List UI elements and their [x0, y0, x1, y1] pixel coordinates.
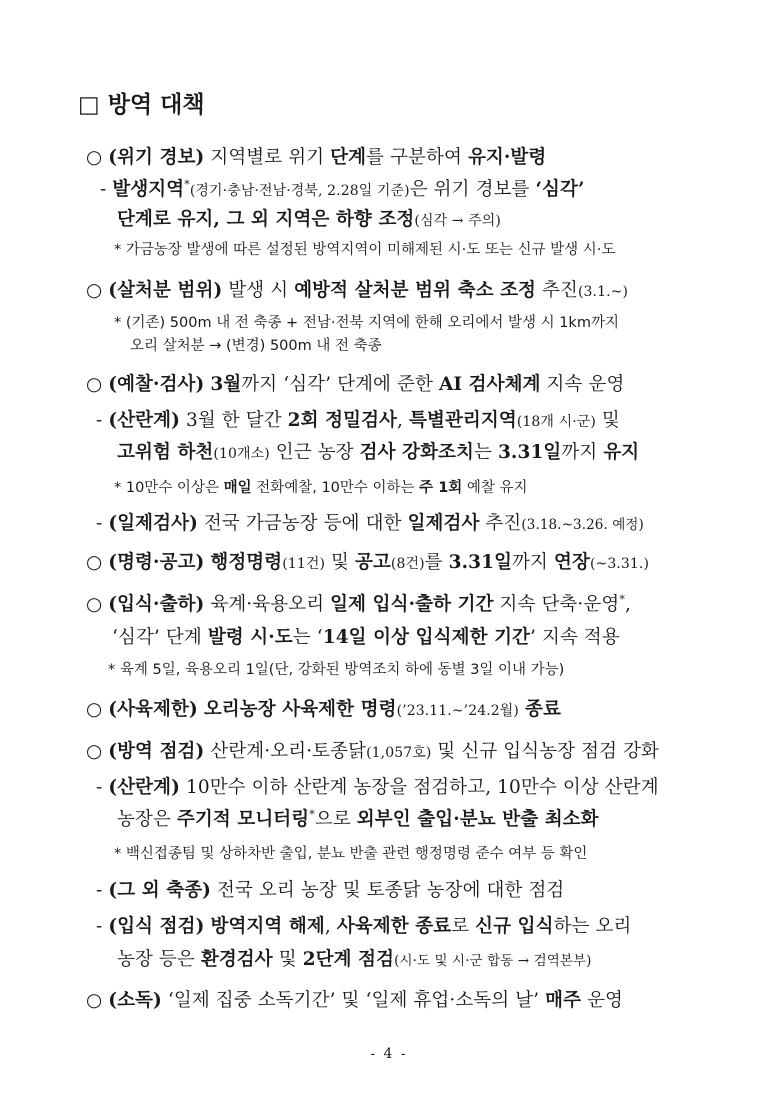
bullet-restocking-shipping: ○ (입식·출하) 육계·육용오리 일제 입식·출하 기간 지속 단축·운영*, — [86, 592, 631, 615]
note-culling-after: 오리 살처분 → (변경) 500m 내 전 축종 — [130, 338, 382, 354]
bullet-orders-notices: ○ (명령·공고) 행정명령(11건) 및 공고(8건)를 3.31일까지 연장(~3.31.) — [86, 552, 650, 573]
bullet-rearing-restriction: ○ (사육제한) 오리농장 사육제한 명령(’23.11.~’24.2월) 종료 — [86, 699, 561, 720]
section-title: □ 방역 대책 — [78, 91, 205, 118]
bullet-surveillance: ○ (예찰·검사) 3월까지 ‘심각’ 단계에 준한 AI 검사체계 지속 운영 — [86, 374, 625, 395]
bullet-disinfection: ○ (소독) ‘일제 집중 소독기간’ 및 ‘일제 휴업·소독의 날’ 매주 운영 — [86, 990, 624, 1011]
sub-restocking-inspection: - (입식 점검) 방역지역 해제, 사육제한 종료로 신규 입식하는 오리 — [96, 916, 632, 937]
note-phone-survey: * 10만수 이상은 매일 전화예찰, 10만수 이하는 주 1회 예찰 유지 — [114, 480, 528, 496]
sub-restocking-inspection-cont: 농장 등은 환경검사 및 2단계 점검(시·도 및 시·군 합동 → 검역본부) — [117, 949, 592, 970]
sub-other-species: - (그 외 축종) 전국 오리 농장 및 토종닭 농장에 대한 점검 — [96, 880, 565, 901]
note-culling-before: * (기존) 500m 내 전 축종 + 전남·전북 지역에 한해 오리에서 발생 시 1km까지 — [114, 315, 619, 331]
sub-layer-hens: - (산란계) 3월 한 달간 2회 정밀검사, 특별관리지역(18개 시·군) 및 — [96, 410, 620, 431]
note-restocking-days: * 육계 5일, 육용오리 1일(단, 강화된 방역조치 하에 동별 3일 이내 가능) — [108, 662, 565, 678]
sub-layer-inspection-cont: 농장은 주기적 모니터링*으로 외부인 출입·분뇨 반출 최소화 — [117, 807, 599, 830]
bullet-restocking-cont: ‘심각’ 단계 발령 시·도는 ‘14일 이상 입식제한 기간’ 지속 적용 — [112, 627, 620, 648]
note-quarantine-zone: * 가금농장 발생에 따른 설정된 방역지역이 미해제된 시·도 또는 신규 발생 시·도 — [114, 242, 616, 258]
note-vaccination-team: * 백신접종팀 및 상하차반 출입, 분뇨 반출 관련 행정명령 준수 여부 등 확인 — [114, 846, 588, 862]
sub-layer-hens-cont: 고위험 하천(10개소) 인근 농장 검사 강화조치는 3.31일까지 유지 — [117, 442, 640, 463]
page-number: - 4 - — [370, 1046, 408, 1062]
sub-outbreak-region-cont: 단계로 유지, 그 외 지역은 하향 조정(심각 → 주의) — [117, 209, 501, 230]
bullet-quarantine-inspection: ○ (방역 점검) 산란계·오리·토종닭(1,057호) 및 신규 입식농장 점검 강화 — [86, 741, 660, 762]
sub-outbreak-region: - 발생지역*(경기·충남·전남·경북, 2.28일 기준)은 위기 경보를 ‘심각’ — [100, 177, 585, 200]
bullet-culling-range: ○ (살처분 범위) 발생 시 예방적 살처분 범위 축소 조정 추진(3.1.~) — [86, 280, 629, 301]
bullet-alert-level: ○ (위기 경보) 지역별로 위기 단계를 구분하여 유지·발령 — [86, 147, 547, 168]
sub-layer-inspection: - (산란계) 10만수 이하 산란계 농장을 점검하고, 10만수 이상 산란계 — [96, 777, 659, 798]
sub-mass-inspection: - (일제검사) 전국 가금농장 등에 대한 일제검사 추진(3.18.~3.26. 예정) — [96, 513, 644, 534]
